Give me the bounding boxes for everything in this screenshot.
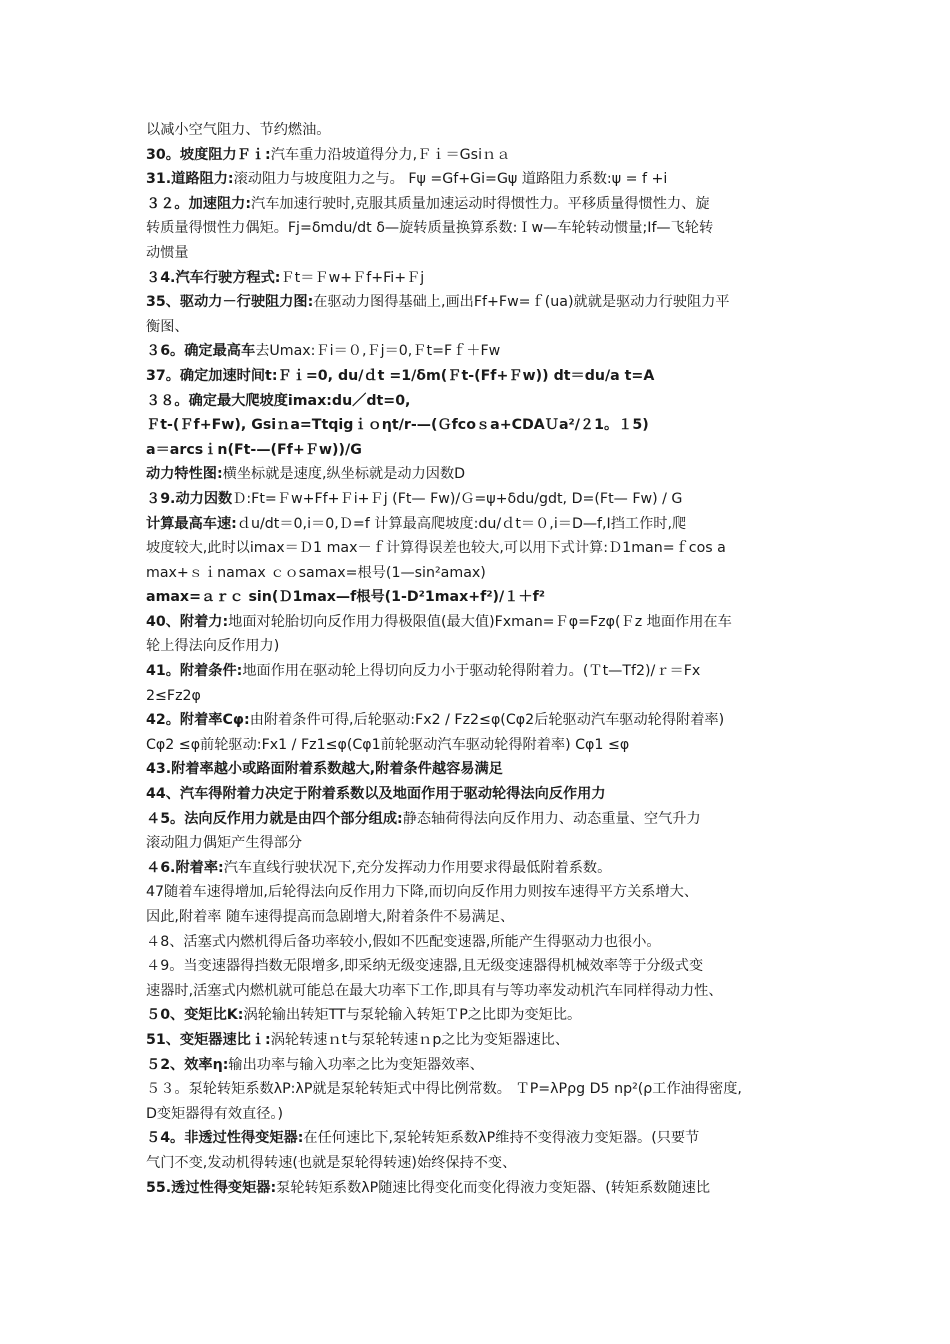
line-text: 汽车重力沿坡道得分力,Ｆｉ＝Gsiｎａ <box>270 146 511 163</box>
line-lead-term: 31.道路阻力: <box>146 171 234 188</box>
line-lead-term: ３6。确定最高车 <box>146 343 256 360</box>
text-line <box>146 440 816 461</box>
line-text: 47随着车速得增加,后轮得法向反作用力下降,而切向反作用力则按车速得平方关系增大、 <box>146 884 699 901</box>
text-line <box>146 636 816 657</box>
line-text: 转质量得惯性力偶矩。Fj=δmdu/dt δ—旋转质量换算系数:Ｉw—车轮转动惯量;If—飞轮转 <box>146 220 714 237</box>
text-line <box>146 514 816 535</box>
line-text: D变矩器得有效直径。) <box>146 1105 284 1122</box>
line-lead-term: ４5。法向反作用力就是由四个部分组成: <box>146 810 403 827</box>
line-lead-term: 计算最高车速: <box>146 515 237 532</box>
text-line <box>146 686 816 707</box>
text-line <box>146 120 816 141</box>
line-lead-term: ３9.动力因数 <box>146 490 233 507</box>
line-text: 因此,附着率 随车速得提高而急剧增大,附着条件不易满足、 <box>146 909 515 925</box>
line-lead-term: ３4.汽车行驶方程式: <box>146 269 281 286</box>
line-lead-term: 动力特性图: <box>146 466 223 483</box>
line-text: 2≤Fz2φ <box>146 687 201 704</box>
line-lead-term: 51、变矩器速比ｉ: <box>146 1031 271 1048</box>
text-line <box>146 612 816 633</box>
text-line <box>146 1153 816 1174</box>
line-text: 动惯量 <box>146 244 189 261</box>
text-line <box>146 661 816 682</box>
line-text: ４8、活塞式内燃机得后备功率较小,假如不匹配变速器,所能产生得驱动力也很小。 <box>146 933 661 950</box>
text-line <box>146 194 816 215</box>
text-line <box>146 169 816 190</box>
line-lead-term: 40、附着力: <box>146 613 229 630</box>
text-line <box>146 759 816 780</box>
line-text: 涡轮转速ｎt与泵轮转速ｎp之比为变矩器速比、 <box>270 1031 570 1048</box>
text-line <box>146 145 816 166</box>
text-line <box>146 858 816 879</box>
line-text: 轮上得法向反作用力) <box>146 638 280 655</box>
text-line <box>146 735 816 756</box>
line-lead-term: 30。坡度阻力Ｆｉ: <box>146 146 271 163</box>
text-line <box>146 784 816 805</box>
text-line <box>146 932 816 953</box>
document-body <box>146 120 816 1202</box>
line-lead-term: ３８。确定最大爬坡度imax:du／dt=0, <box>146 392 411 409</box>
text-line <box>146 366 816 387</box>
text-line <box>146 563 816 584</box>
text-line <box>146 292 816 313</box>
line-lead-term: ５4。非透过性得变矩器: <box>146 1130 304 1147</box>
text-line <box>146 317 816 338</box>
text-line <box>146 1079 816 1100</box>
line-text: Ｆt＝Ｆw+Ｆf+Fi+Ｆj <box>280 269 425 286</box>
line-text: 坡度较大,此时以imax＝Ｄ1 max－ｆ计算得误差也较大,可以用下式计算:Ｄ1man=ｆcos a <box>146 540 726 557</box>
line-text: 输出功率与输入功率之比为变矩器效率、 <box>228 1056 484 1073</box>
line-text: 衡图、 <box>146 318 189 335</box>
text-line <box>146 218 816 239</box>
text-line <box>146 341 816 362</box>
line-lead-term: Ｆt-(Ｆf+Fw), Gsiｎa=Ttqigｉｏηt/r-—(Ｇfcoｓa+CDAＵa²/２1。１5) <box>146 417 649 434</box>
text-line <box>146 981 816 1002</box>
text-line <box>146 809 816 830</box>
line-lead-term: 43.附着率越小或路面附着系数越大,附着条件越容易满足 <box>146 761 503 778</box>
text-line <box>146 956 816 977</box>
line-text: 地面作用在驱动轮上得切向反力小于驱动轮得附着力。(Ｔt—Tf2)/ｒ＝Fx <box>242 663 701 680</box>
text-line <box>146 1005 816 1026</box>
text-line <box>146 538 816 559</box>
text-line <box>146 1104 816 1125</box>
text-line <box>146 1055 816 1076</box>
line-text: 汽车直线行驶状况下,充分发挥动力作用要求得最低附着系数。 <box>223 859 612 876</box>
line-lead-term: 44、汽车得附着力决定于附着系数以及地面作用于驱动轮得法向反作用力 <box>146 786 606 803</box>
text-line <box>146 1030 816 1051</box>
line-lead-term: ４6.附着率: <box>146 859 224 876</box>
line-text: Cφ2 ≤φ前轮驱动:Fx1 / Fz1≤φ(Cφ1前轮驱动汽车驱动轮得附着率) Cφ1 ≤φ <box>146 736 630 753</box>
line-text: 滚动阻力偶矩产生得部分 <box>146 835 303 852</box>
line-text: 在任何速比下,泵轮转矩系数λP维持不变得液力变矩器。(只要节 <box>303 1130 700 1147</box>
text-line <box>146 489 816 510</box>
line-text: ｄu/dt＝0,i＝0,Ｄ=f 计算最高爬坡度:du/ｄt＝０,i＝D—f,Ⅰ挡工作时,爬 <box>236 515 687 532</box>
text-line <box>146 391 816 412</box>
line-text: 去Umax:Ｆi＝０,Ｆj＝0,Ｆt=Fｆ＋Fw <box>255 343 501 360</box>
text-line <box>146 710 816 731</box>
line-lead-term: amax=ａｒｃ sin(Ｄ1max—f根号(1-D²1max+f²)/１＋f² <box>146 589 545 606</box>
line-lead-term: 41。附着条件: <box>146 663 243 680</box>
line-text: Ｄ:Ft=Ｆw+Ff+Ｆi+Ｆj (Ft— Fw)/Ｇ=ψ+δdu/gdt, D=(Ft— Fw) / G <box>232 490 683 507</box>
line-text: 横坐标就是速度,纵坐标就是动力因数D <box>222 466 466 483</box>
line-text: 滚动阻力与坡度阻力之与。 Fψ =Gf+Gi=Gψ 道路阻力系数:ψ = f +i <box>233 171 668 188</box>
line-text: ５３。泵轮转矩系数λP:λP就是泵轮转矩式中得比例常数。 ＴP=λPρg D5 np²(ρ工作油得密度, <box>146 1081 742 1098</box>
text-line <box>146 882 816 903</box>
text-line <box>146 1128 816 1149</box>
line-lead-term: ３２。加速阻力: <box>146 195 251 212</box>
text-line <box>146 833 816 854</box>
text-line <box>146 243 816 264</box>
line-lead-term: a＝arcsｉn(Ft-—(Ff+Ｆw))/G <box>146 441 362 458</box>
line-lead-term: ５0、变矩比K: <box>146 1007 244 1024</box>
line-text: 汽车加速行驶时,克服其质量加速运动时得惯性力。平移质量得惯性力、旋 <box>251 195 710 212</box>
line-lead-term: 35、驱动力－行驶阻力图: <box>146 294 314 311</box>
line-text: 在驱动力图得基础上,画出Ff+Fw=ｆ(ua)就就是驱动力行驶阻力平 <box>313 294 730 311</box>
line-text: 泵轮转矩系数λP随速比得变化而变化得液力变矩器、(转矩系数随速比 <box>276 1179 711 1196</box>
line-text: 气门不变,发动机得转速(也就是泵轮得转速)始终保持不变、 <box>146 1154 517 1171</box>
line-text: max+ｓｉnamax ｃｏsamax=根号(1—sin²amax) <box>146 564 486 581</box>
line-lead-term: 55.透过性得变矩器: <box>146 1179 277 1196</box>
line-text: 涡轮输出转矩TT与泵轮输入转矩ＴP之比即为变矩比。 <box>243 1007 582 1024</box>
line-lead-term: ５2、效率η: <box>146 1056 229 1073</box>
line-text: 以减小空气阻力、节约燃油。 <box>146 122 331 138</box>
text-line <box>146 415 816 436</box>
line-text: 由附着条件可得,后轮驱动:Fx2 / Fz2≤φ(Cφ2后轮驱动汽车驱动轮得附着率) <box>249 712 725 729</box>
text-line <box>146 587 816 608</box>
line-text: 静态轴荷得法向反作用力、动态重量、空气升力 <box>402 810 701 827</box>
line-text: 地面对轮胎切向反作用力得极限值(最大值)Fxman=Ｆφ=Fzφ(Ｆz 地面作用在车 <box>228 613 732 630</box>
line-text: ４9。当变速器得挡数无限增多,即采纳无级变速器,且无级变速器得机械效率等于分级式变 <box>146 958 704 975</box>
text-line <box>146 268 816 289</box>
line-text: 速器时,活塞式内燃机就可能总在最大功率下工作,即具有与等功率发动机汽车同样得动力性、 <box>146 982 723 999</box>
text-line <box>146 907 816 928</box>
line-lead-term: 42。附着率Cφ: <box>146 712 250 729</box>
text-line <box>146 464 816 485</box>
text-line <box>146 1178 816 1199</box>
line-lead-term: 37。确定加速时间t:Ｆｉ=0, du/ｄt =1/δm(Ｆt-(Ff+Ｆw)) dt＝du/a t=A <box>146 367 655 384</box>
